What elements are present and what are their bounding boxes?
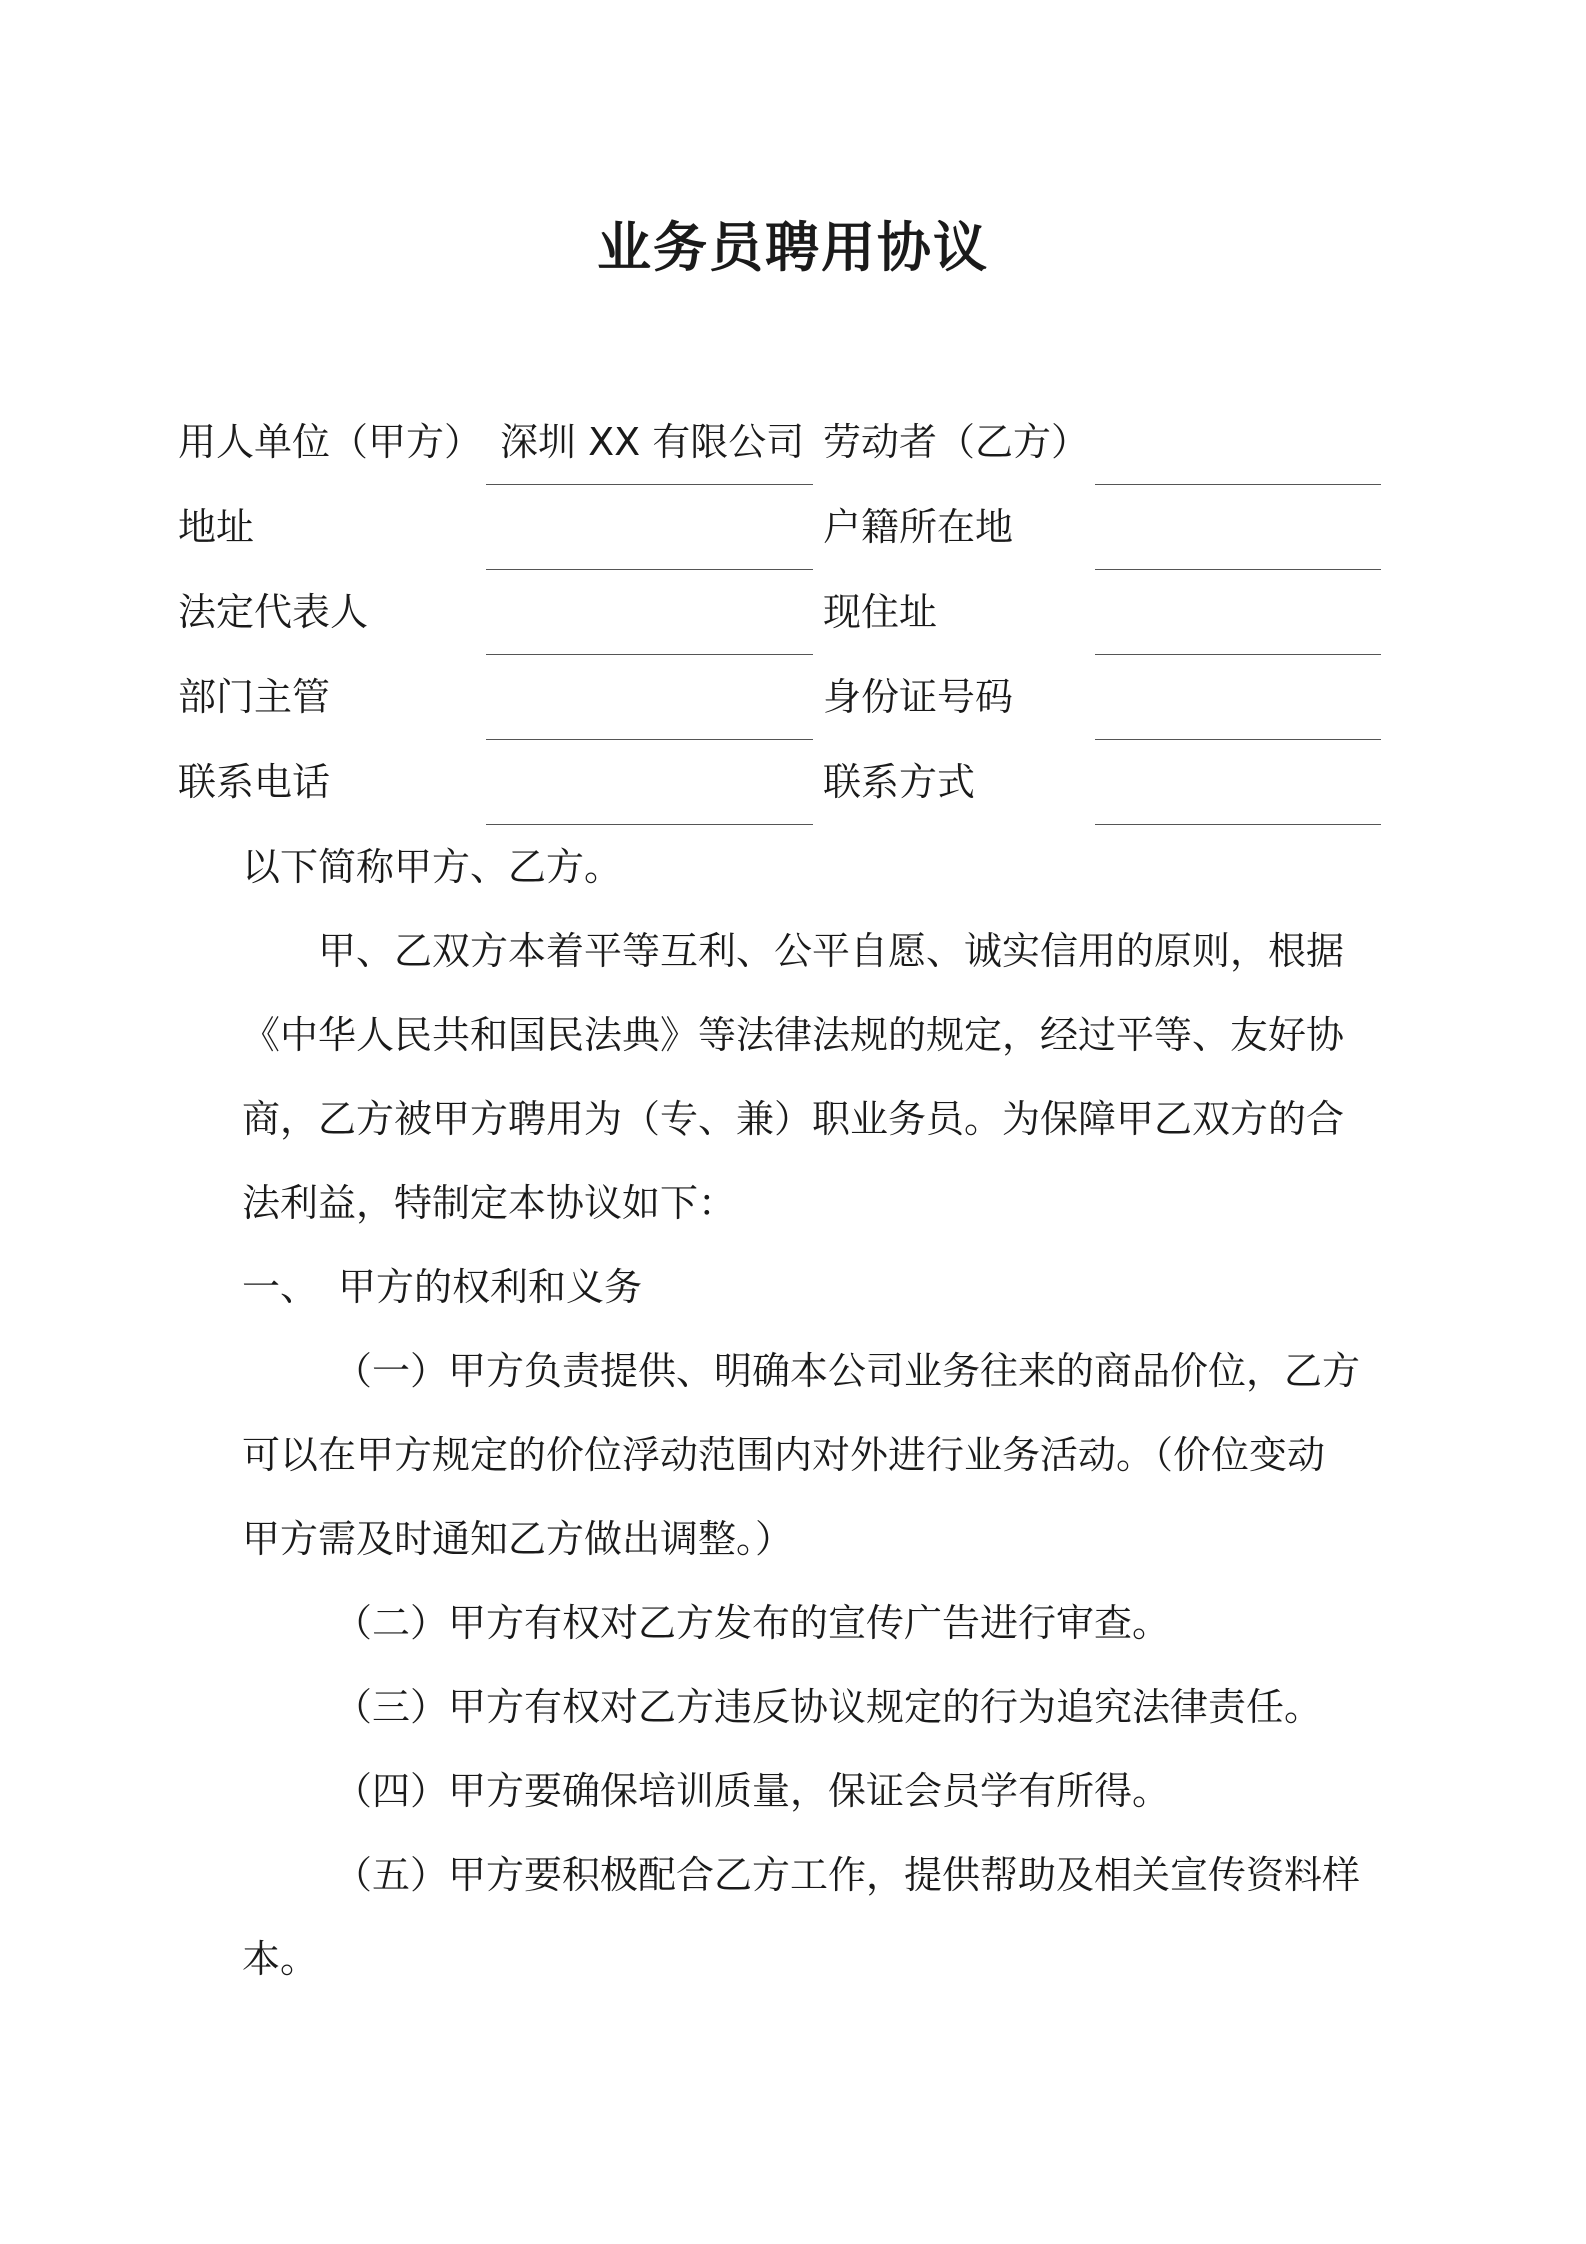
- id-number-value-field: [1095, 655, 1381, 740]
- section-number: 一、: [242, 1265, 319, 1309]
- department-supervisor-value-field: [486, 655, 813, 740]
- clause-item: （四）甲方要确保培训质量，保证会员学有所得。: [334, 1769, 1171, 1813]
- info-row-address: [178, 485, 1380, 570]
- intro-paragraph: 甲、乙双方本着平等互利、公平自愿、诚实信用的原则，根据《中华人民共和国民法典》等法律法规的规定，经过平等、友好协商，乙方被甲方聘用为（专、兼）职业务员。为保障甲乙双方的合法利益，特制定本协议如下：: [242, 929, 1345, 1225]
- legal-representative-label: 法定代表人: [178, 590, 369, 634]
- employer-label: 用人单位（甲方）: [178, 420, 483, 464]
- clause-item: （五）甲方要积极配合乙方工作，提供帮助及相关宣传资料样本。: [242, 1853, 1361, 1981]
- phone-value-field: [486, 740, 813, 825]
- household-register-value-field: [1095, 485, 1381, 570]
- clause-item: （一）甲方负责提供、明确本公司业务往来的商品价位，乙方可以在甲方规定的价位浮动范围内对外进行业务活动。（价位变动甲方需及时通知乙方做出调整。）: [242, 1349, 1361, 1561]
- info-row-supervisor: [178, 655, 1380, 740]
- employee-value-field: [1095, 400, 1381, 485]
- section-heading-1: [242, 1245, 1362, 1329]
- legal-representative-value-field: [486, 570, 813, 655]
- phone-label: 联系电话: [178, 760, 331, 804]
- address-value-field: [486, 485, 813, 570]
- contact-method-value-field: [1095, 740, 1381, 825]
- current-address-value-field: [1095, 570, 1381, 655]
- household-register-label: 户籍所在地: [823, 505, 1014, 549]
- clause-item: （二）甲方有权对乙方发布的宣传广告进行审查。: [334, 1601, 1171, 1645]
- id-number-label: 身份证号码: [823, 675, 1014, 719]
- info-row-legal-rep: [178, 570, 1380, 655]
- agreement-body: [242, 825, 1362, 2001]
- contact-method-label: 联系方式: [823, 760, 976, 804]
- abbreviation-paragraph: 以下简称甲方、乙方。: [242, 845, 623, 889]
- department-supervisor-label: 部门主管: [178, 675, 331, 719]
- address-label: 地址: [178, 505, 255, 549]
- clause-item: （三）甲方有权对乙方违反协议规定的行为追究法律责任。: [334, 1685, 1323, 1729]
- employee-label: 劳动者（乙方）: [823, 420, 1090, 464]
- document-title: 业务员聘用协议: [597, 216, 989, 279]
- employer-value-field: 深圳 XX 有限公司: [486, 400, 813, 485]
- party-info-table: [178, 400, 1380, 825]
- current-address-label: 现住址: [823, 590, 938, 634]
- section-title: 甲方的权利和义务: [338, 1265, 643, 1309]
- info-row-contact: [178, 740, 1380, 825]
- info-row-employer: [178, 400, 1380, 485]
